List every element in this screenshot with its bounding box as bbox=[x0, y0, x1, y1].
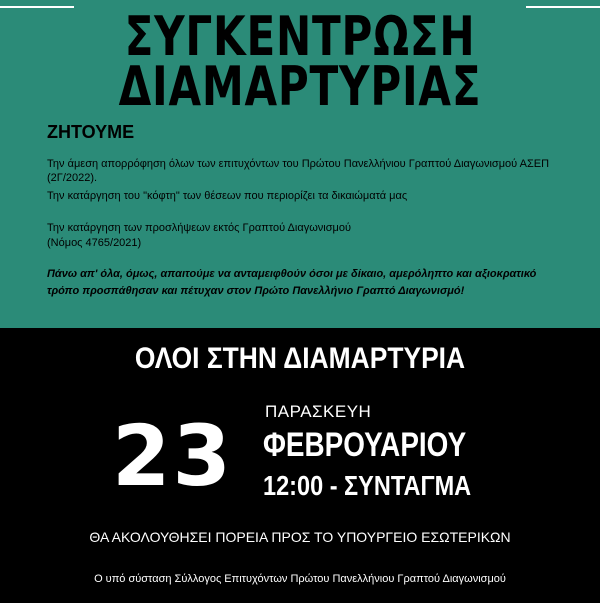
title-line-2: ΔΙΑΜΑΡΤΥΡΙΑΣ bbox=[118, 55, 482, 118]
rally-headline: ΟΛΟΙ ΣΤΗΝ ΔΙΑΜΑΡΤΥΡΙΑ bbox=[134, 342, 466, 375]
closing-statement: Πάνω απ' όλα, όμως, απαιτούμε να ανταμειφθούν όσοι με δίκαιο, αμερόληπτο και αξιοκρατικό τρόπο προσπάθησαν και πέτυχαν στον Πρώτο Πανελλήνιο Γραπτό Διαγωνισμό! bbox=[47, 268, 537, 297]
bottom-section bbox=[0, 328, 600, 603]
law-reference: (Νόμος 4765/2021) bbox=[47, 237, 142, 249]
demands-heading: ΖΗΤΟΥΜΕ bbox=[47, 122, 135, 142]
corner-line-left bbox=[0, 6, 74, 8]
march-notice: ΘΑ ΑΚΟΛΟΥΘΗΣΕΙ ΠΟΡΕΙΑ ΠΡΟΣ ΤΟ ΥΠΟΥΡΓΕΙΟ ΕΣΩΤΕΡΙΚΩΝ bbox=[89, 529, 511, 545]
event-time-place: 12:00 - ΣΥΝΤΑΓΜΑ bbox=[263, 470, 472, 501]
corner-line-right bbox=[526, 6, 600, 8]
title-line-1: ΣΥΓΚΕΝΤΡΩΣΗ bbox=[124, 5, 476, 68]
demand-item-1: Την άμεση απορρόφηση όλων των επιτυχόντων του Πρώτου Πανελλήνιου Γραπτού Διαγωνισμού ΑΣΕΠ (2Γ/2022). bbox=[47, 158, 550, 184]
demand-item-2: Την κατάργηση του "κόφτη" των θέσεων που περιορίζει τα δικαιώματά μας bbox=[47, 190, 408, 202]
event-month: ΦΕΒΡΟΥΑΡΙΟΥ bbox=[263, 426, 467, 464]
organizer-signature: Ο υπό σύσταση Σύλλογος Επιτυχόντων Πρώτου Πανελλήνιου Γραπτού Διαγωνισμού bbox=[94, 573, 506, 585]
demand-item-3: Την κατάργηση των προσλήψεων εκτός Γραπτού Διαγωνισμού bbox=[47, 222, 351, 234]
event-day-number: 23 bbox=[112, 407, 233, 505]
event-weekday: ΠΑΡΑΣΚΕΥΗ bbox=[265, 402, 372, 421]
